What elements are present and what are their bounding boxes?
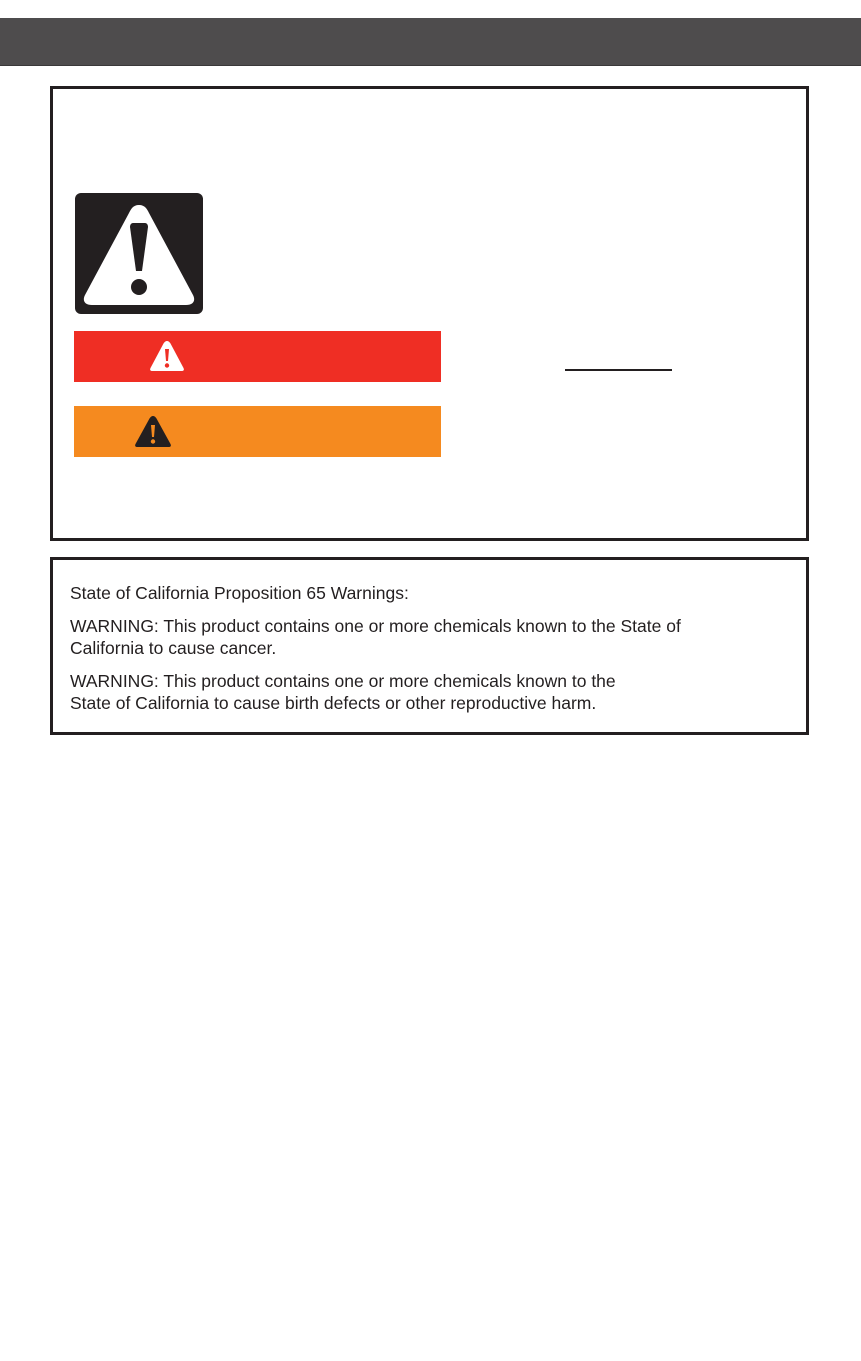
birth-defects-warning-line-1: WARNING: This product contains one or more chemicals known to the [70,671,616,691]
warning-alert-icon [134,415,172,448]
birth-defects-warning [70,670,800,714]
product-safety-box [50,86,809,541]
danger-alert-icon [149,340,185,372]
prop65-text [70,582,800,725]
warning-signal-bar [74,406,441,457]
cancer-warning [70,615,800,659]
cancer-warning-line-1: WARNING: This product contains one or more chemicals known to the State of [70,616,681,636]
birth-defects-warning-line-2: State of California to cause birth defects or other reproductive harm. [70,693,597,713]
prop65-warning-box [50,557,809,735]
underline-rule [565,369,672,371]
danger-signal-bar [74,331,441,382]
safety-alert-icon [75,193,203,314]
cancer-warning-line-2: California to cause cancer. [70,638,277,658]
header-bar [0,18,861,66]
prop65-heading: State of California Proposition 65 Warnings: [70,583,409,603]
